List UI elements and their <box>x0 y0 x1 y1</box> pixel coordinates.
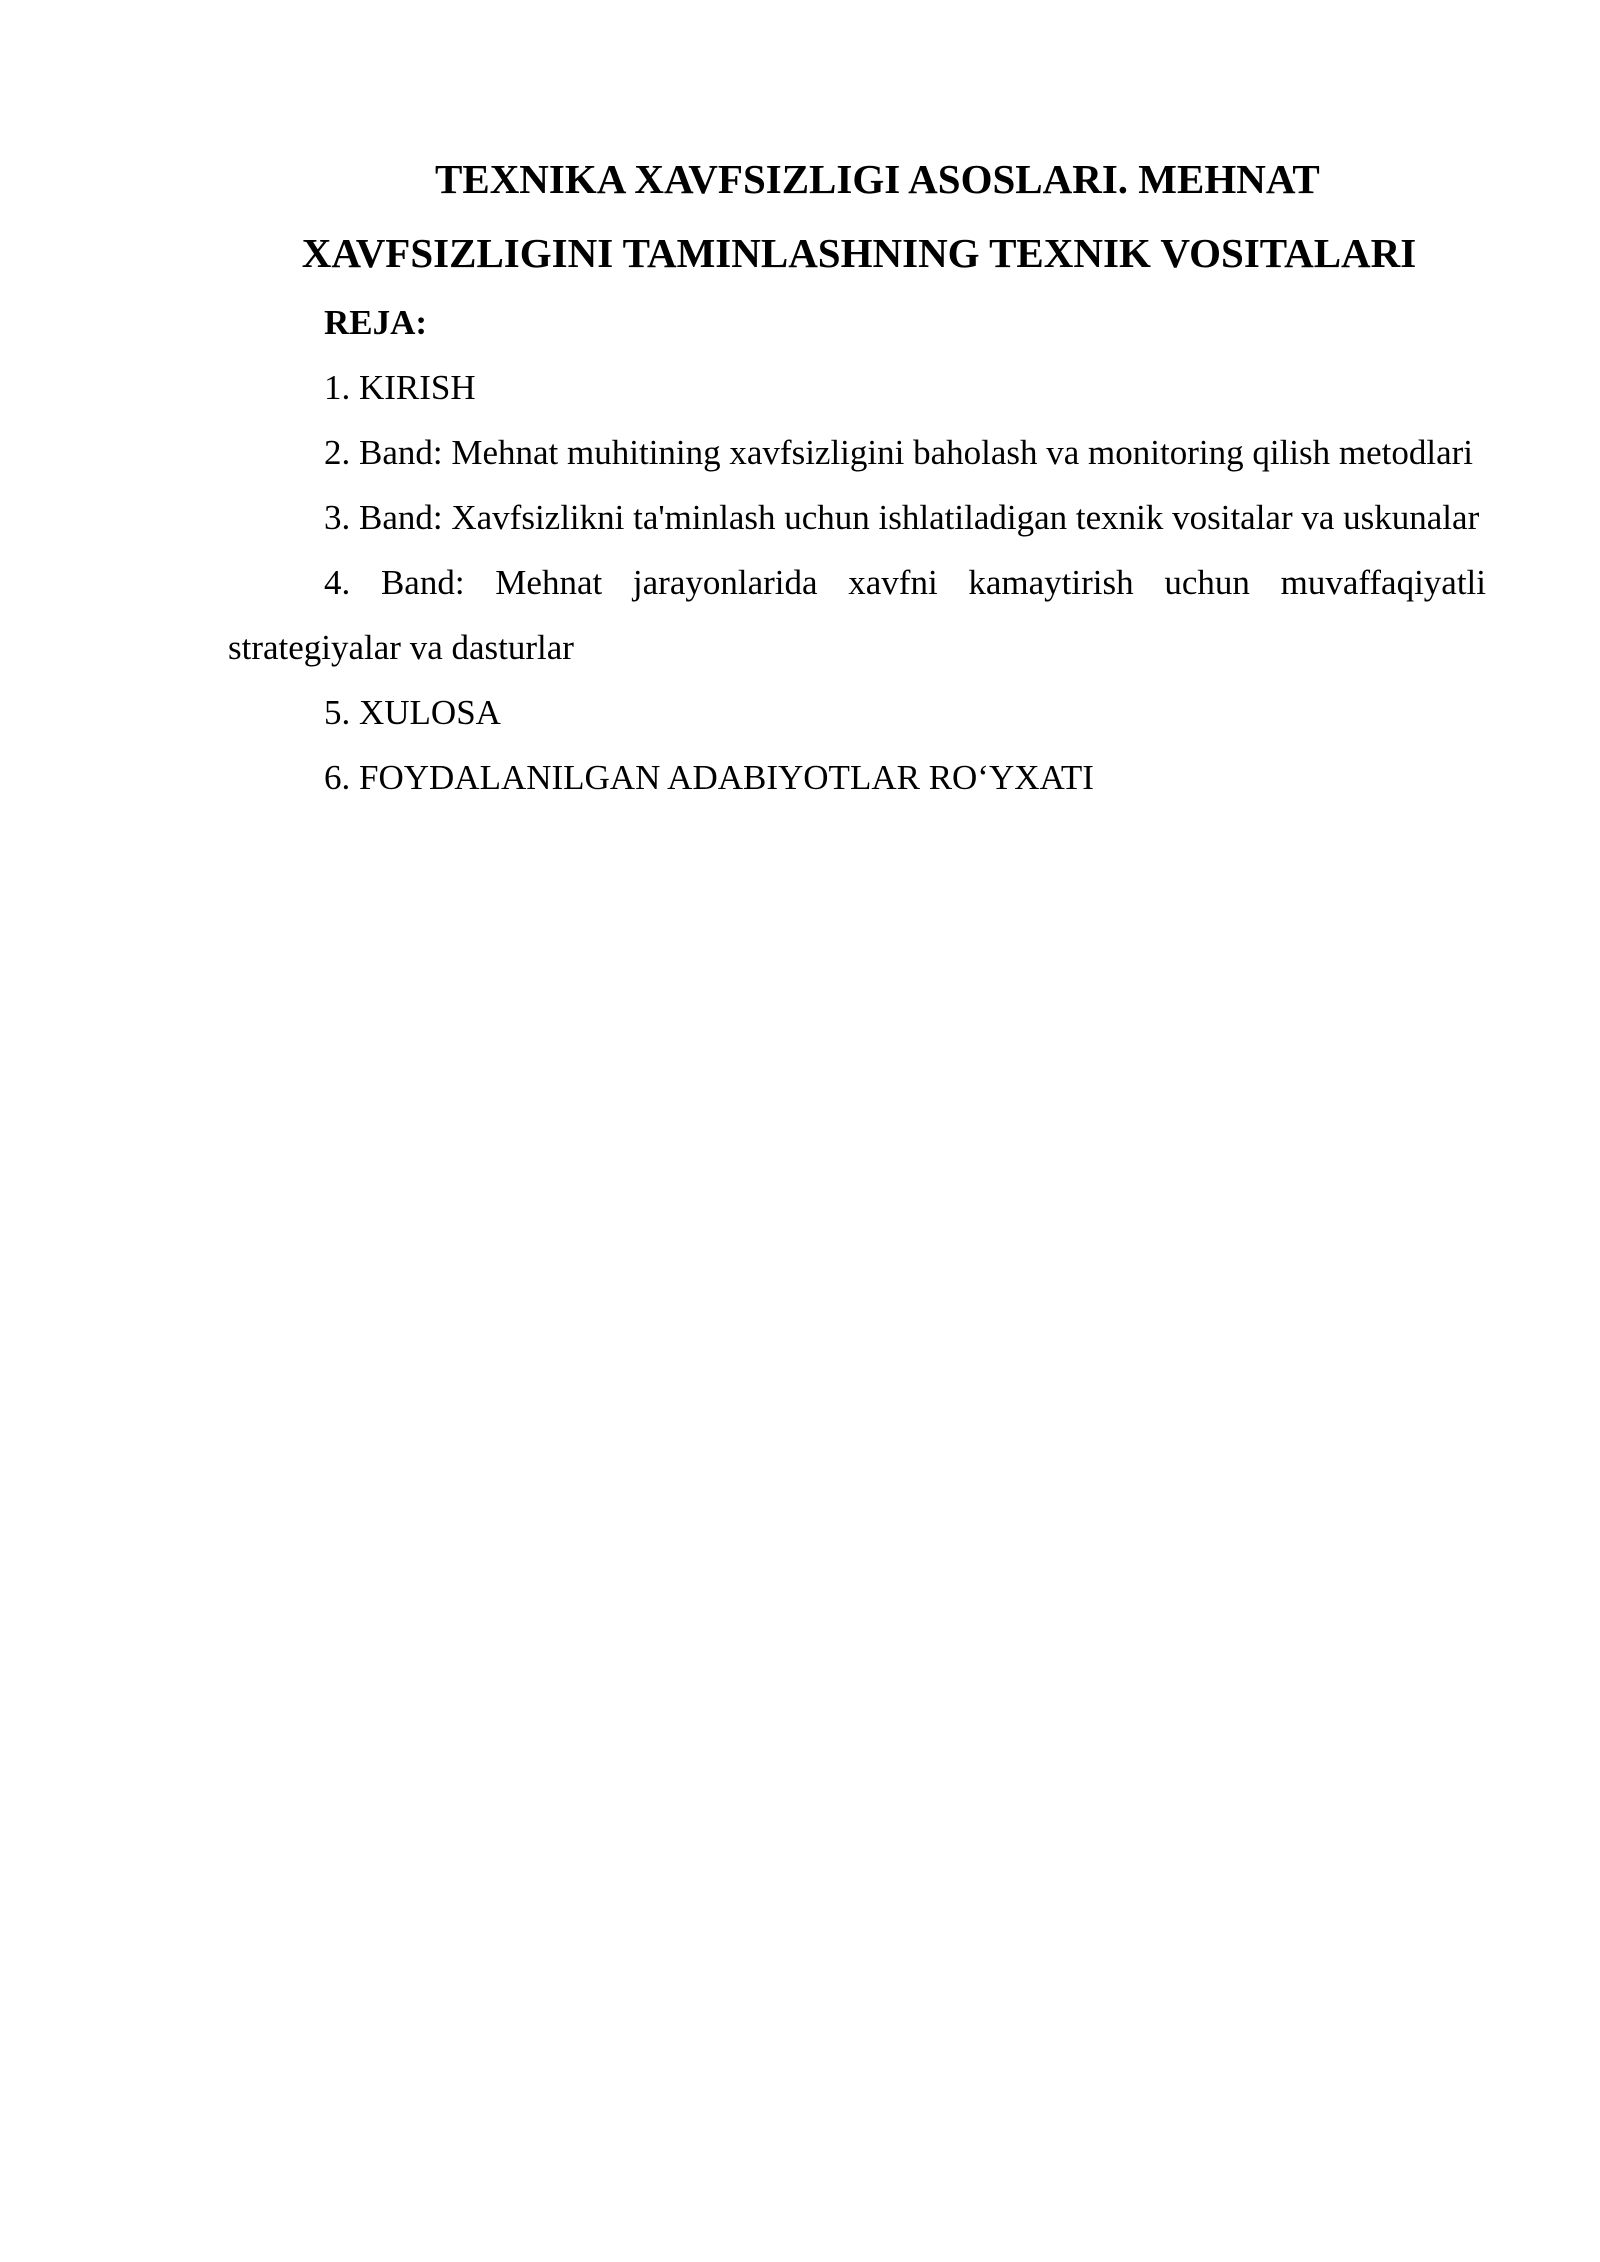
document-title <box>228 142 1490 290</box>
plan-heading: REJA: <box>324 303 428 342</box>
title-line-1: TEXNIKA XAVFSIZLIGI ASOSLARI. MEHNAT <box>435 156 1320 202</box>
plan-item-3: 3. Band: Xavfsizlikni ta'minlash uchun ishlatiladigan texnik vositalar va uskunalar <box>324 498 1480 537</box>
plan-item-5: 5. XULOSA <box>324 693 501 732</box>
plan-item-1: 1. KIRISH <box>324 368 476 407</box>
plan-item-2: 2. Band: Mehnat muhitining xavfsizligini baholash va monitoring qilish metodlari <box>324 433 1474 472</box>
plan-section <box>228 290 1486 810</box>
title-line-2: XAVFSIZLIGINI TAMINLASHNING TEXNIK VOSITALARI <box>301 230 1417 276</box>
plan-item-4: 4. Band: Mehnat jarayonlarida xavfni kamaytirish uchun muvaffaqiyatli strategiyalar va dasturlar <box>228 563 1486 667</box>
plan-item-6: 6. FOYDALANILGAN ADABIYOTLAR RO‘YXATI <box>324 758 1094 797</box>
